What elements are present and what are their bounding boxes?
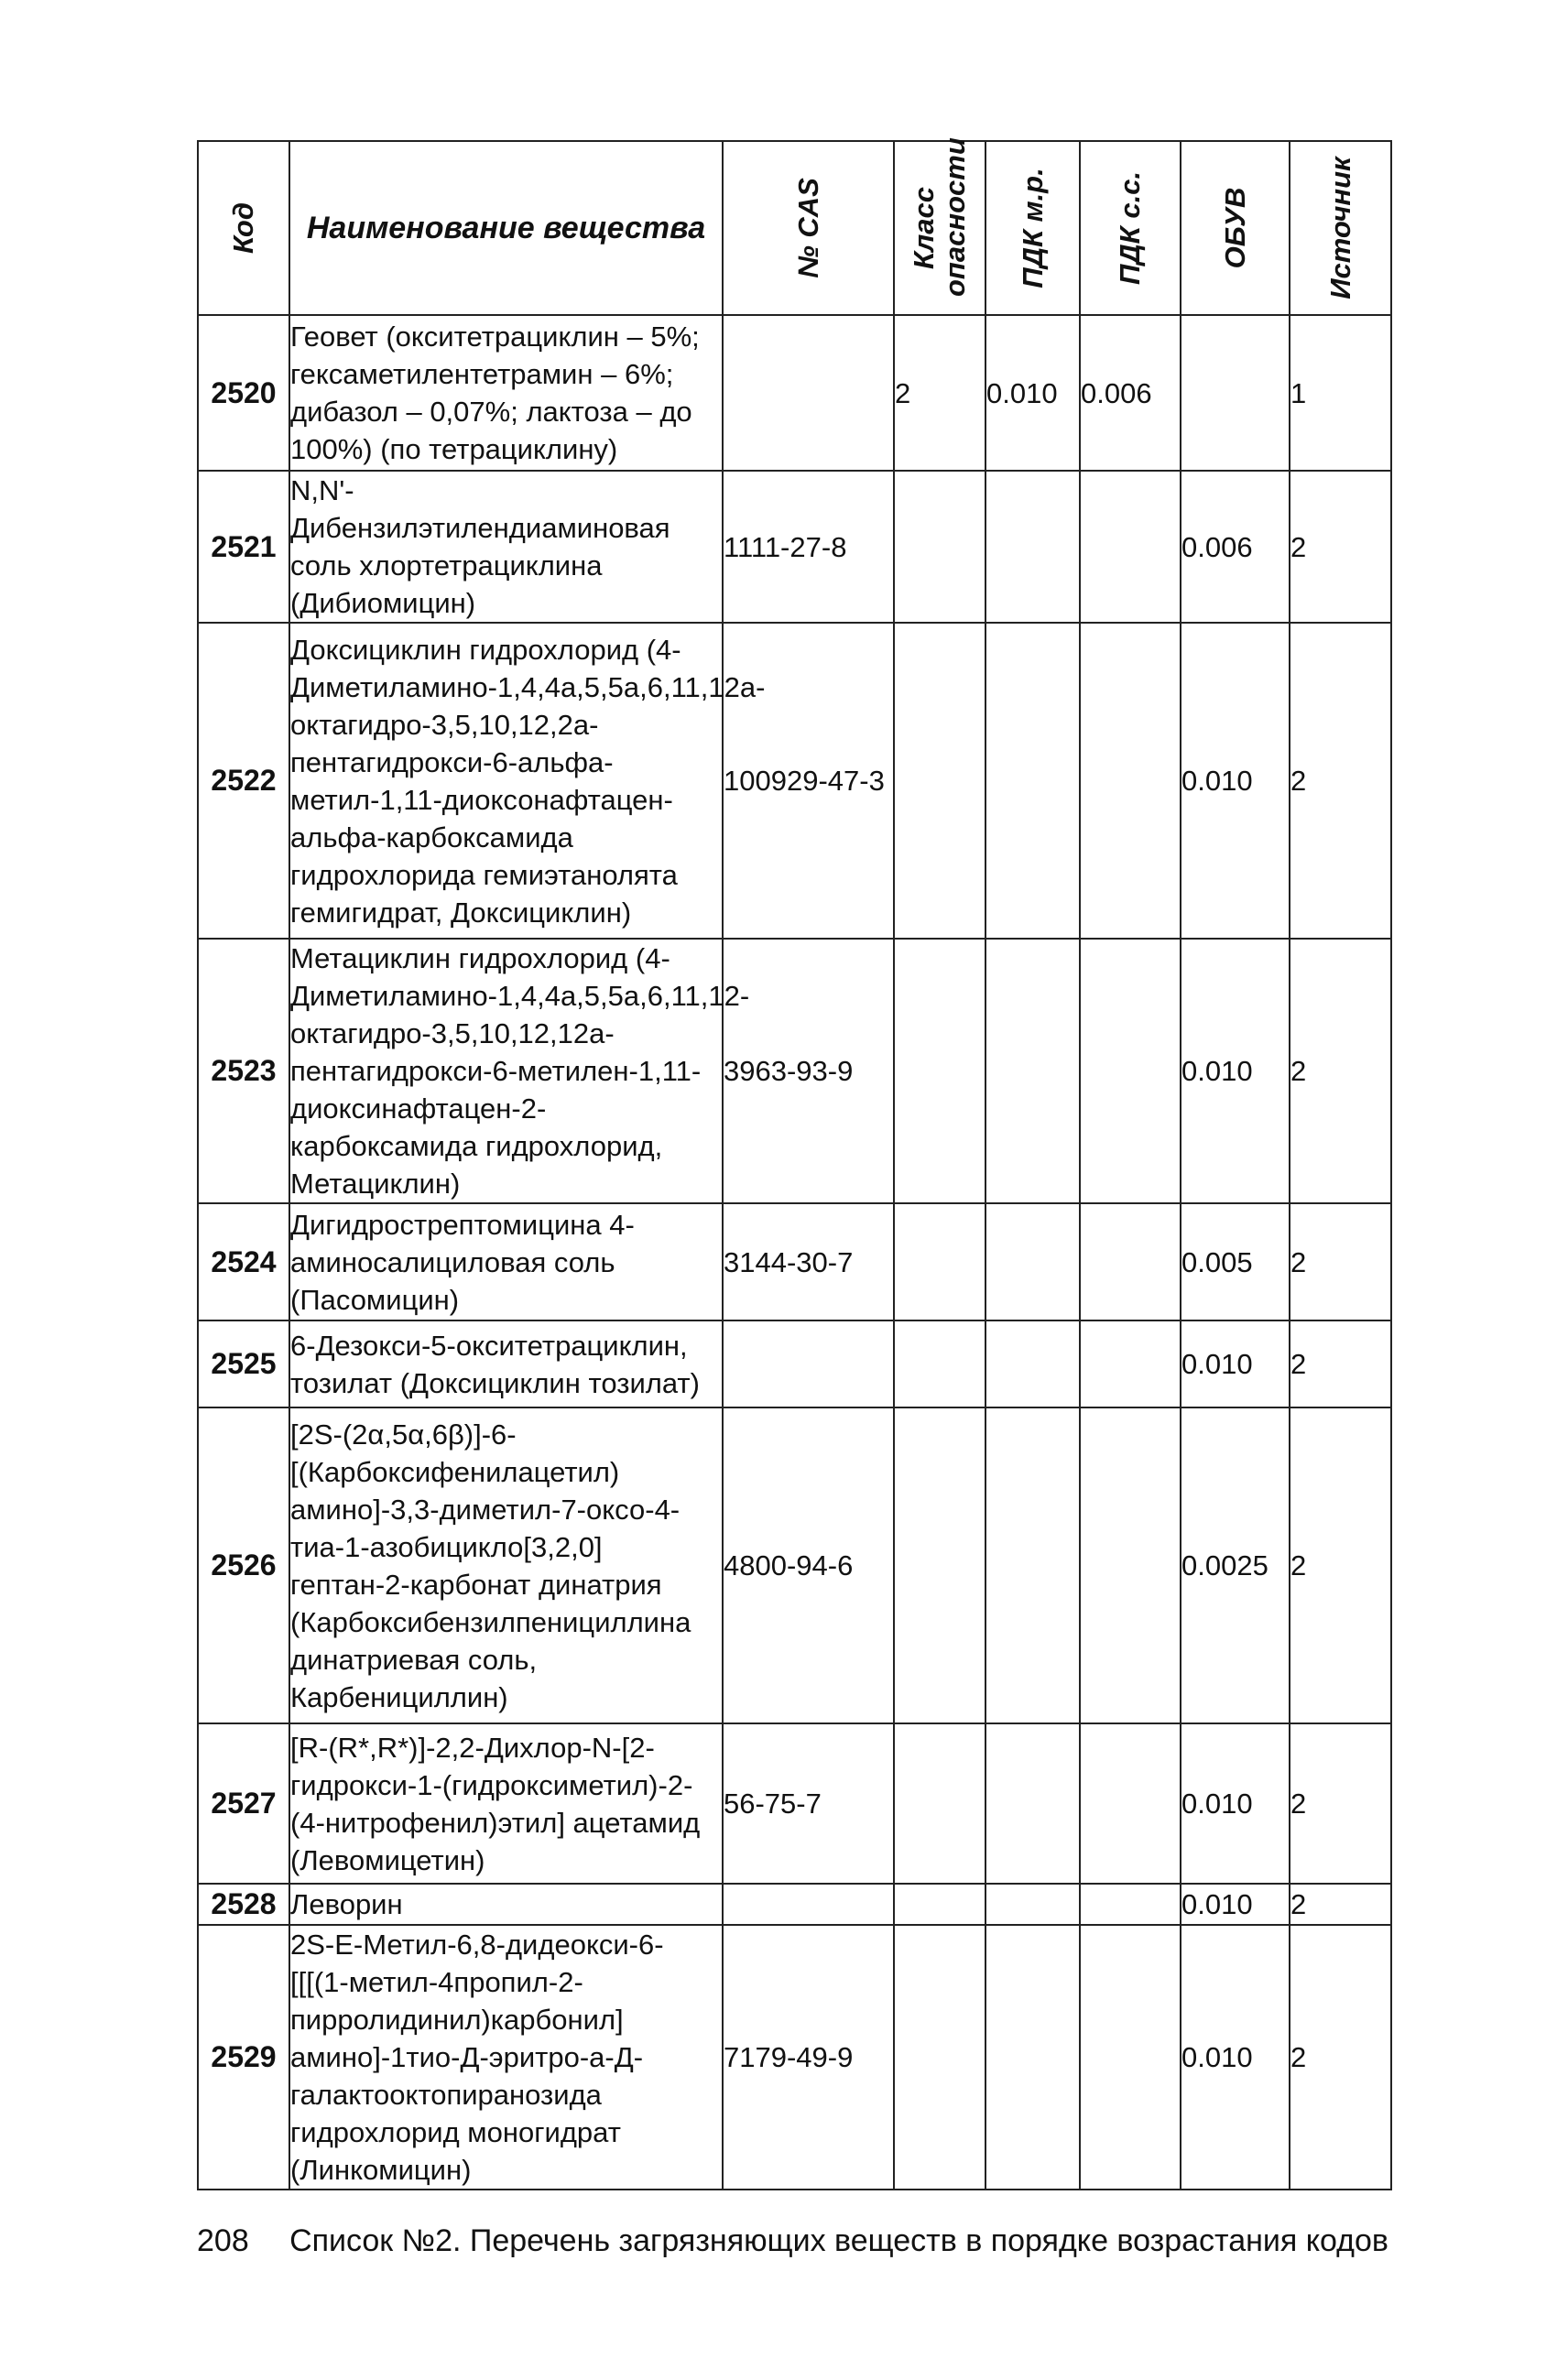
row-pdk-mr [985, 1925, 1080, 2190]
row-obuv: 0.010 [1181, 1723, 1290, 1884]
row-name: Дигидрострептомицина 4-аминосалициловая соль (Пасомицин) [289, 1203, 723, 1320]
row-pdk-ss [1080, 1320, 1181, 1407]
row-source: 2 [1290, 1723, 1391, 1884]
row-hazard-class [894, 1723, 985, 1884]
row-code: 2520 [198, 315, 289, 471]
table-row [198, 1723, 1391, 1884]
page-number: 208 [197, 2223, 249, 2258]
row-pdk-mr [985, 1203, 1080, 1320]
table-row [198, 1203, 1391, 1320]
table-row [198, 1407, 1391, 1723]
row-cas: 100929-47-3 [723, 623, 894, 939]
row-code: 2521 [198, 471, 289, 623]
row-hazard-class [894, 1884, 985, 1925]
table-row [198, 471, 1391, 623]
row-hazard-class [894, 939, 985, 1203]
row-hazard-class [894, 1320, 985, 1407]
row-source: 2 [1290, 939, 1391, 1203]
row-pdk-mr [985, 1407, 1080, 1723]
row-cas: 7179-49-9 [723, 1925, 894, 2190]
row-obuv: 0.010 [1181, 1884, 1290, 1925]
table-row [198, 623, 1391, 939]
row-cas [723, 1884, 894, 1925]
header-hazard-class: Класс опасности [894, 141, 985, 315]
table-row [198, 939, 1391, 1203]
header-pdk-mr: ПДК м.р. [985, 141, 1080, 315]
row-code: 2525 [198, 1320, 289, 1407]
row-pdk-mr: 0.010 [985, 315, 1080, 471]
row-name: [R-(R*,R*)]-2,2-Дихлор-N-[2-гидрокси-1-(гидроксиметил)-2-(4-нитрофенил)этил] ацетамид (Левомицетин) [289, 1723, 723, 1884]
row-hazard-class [894, 623, 985, 939]
row-cas: 3144-30-7 [723, 1203, 894, 1320]
row-code: 2522 [198, 623, 289, 939]
row-source: 2 [1290, 1203, 1391, 1320]
running-footer-title: Список №2. Перечень загрязняющих веществ в порядке возрастания кодов [289, 2223, 1388, 2258]
row-obuv: 0.010 [1181, 939, 1290, 1203]
row-hazard-class: 2 [894, 315, 985, 471]
row-name: 2S-E-Метил-6,8-дидеокси-6-[[[(1-метил-4пропил-2-пирролидинил)карбонил] амино]-1тио-Д-эритро-а-Д-галактооктопиранозида гидрохлорид моногидрат (Линкомицин) [289, 1925, 723, 2190]
row-pdk-mr [985, 1884, 1080, 1925]
row-source: 2 [1290, 623, 1391, 939]
row-code: 2529 [198, 1925, 289, 2190]
header-cas: № CAS [723, 141, 894, 315]
table-row [198, 1320, 1391, 1407]
row-code: 2524 [198, 1203, 289, 1320]
row-pdk-ss [1080, 1407, 1181, 1723]
header-obuv: ОБУВ [1181, 141, 1290, 315]
row-name: Доксициклин гидрохлорид (4-Диметиламино-1,4,4а,5,5а,6,11,12а-октагидро-3,5,10,12,2а-пентагидрокси-6-альфа-метил-1,11-диоксонафтацен-альфа-карбоксамида гидрохлорида гемиэтанолята гемигидрат, Доксициклин) [289, 623, 723, 939]
row-source: 2 [1290, 1320, 1391, 1407]
row-source: 1 [1290, 315, 1391, 471]
header-name: Наименование вещества [289, 141, 723, 315]
row-pdk-mr [985, 1723, 1080, 1884]
row-pdk-ss [1080, 623, 1181, 939]
row-source: 2 [1290, 1925, 1391, 2190]
row-code: 2523 [198, 939, 289, 1203]
table-row [198, 315, 1391, 471]
table-row [198, 1925, 1391, 2190]
row-code: 2527 [198, 1723, 289, 1884]
header-source: Источник [1290, 141, 1391, 315]
row-pdk-mr [985, 1320, 1080, 1407]
header-row [198, 141, 1391, 315]
row-obuv: 0.006 [1181, 471, 1290, 623]
row-pdk-mr [985, 939, 1080, 1203]
row-name: [2S-(2α,5α,6β)]-6-[(Карбоксифенилацетил) амино]-3,3-диметил-7-оксо-4-тиа-1-азобицикло[3,2,0] гептан-2-карбонат динатрия (Карбоксибензилпенициллина динатриевая соль, Карбенициллин) [289, 1407, 723, 1723]
row-source: 2 [1290, 1407, 1391, 1723]
row-source: 2 [1290, 471, 1391, 623]
row-pdk-mr [985, 471, 1080, 623]
row-source: 2 [1290, 1884, 1391, 1925]
row-code: 2528 [198, 1884, 289, 1925]
row-cas: 1111-27-8 [723, 471, 894, 623]
row-pdk-ss [1080, 1925, 1181, 2190]
row-cas: 3963-93-9 [723, 939, 894, 1203]
row-hazard-class [894, 1407, 985, 1723]
row-name: Леворин [289, 1884, 723, 1925]
row-pdk-ss [1080, 1723, 1181, 1884]
row-name: 6-Дезокси-5-окситетрациклин, тозилат (Доксициклин тозилат) [289, 1320, 723, 1407]
row-obuv: 0.010 [1181, 623, 1290, 939]
row-hazard-class [894, 1925, 985, 2190]
row-name: N,N'-Дибензилэтилендиаминовая соль хлортетрациклина (Дибиомицин) [289, 471, 723, 623]
header-code: Код [198, 141, 289, 315]
row-pdk-ss [1080, 1884, 1181, 1925]
row-cas: 56-75-7 [723, 1723, 894, 1884]
row-name: Геовет (окситетрациклин – 5%; гексаметилентетрамин – 6%; дибазол – 0,07%; лактоза – до 100%) (по тетрациклину) [289, 315, 723, 471]
substances-table [197, 137, 1392, 2190]
row-code: 2526 [198, 1407, 289, 1723]
row-pdk-ss: 0.006 [1080, 315, 1181, 471]
row-obuv: 0.010 [1181, 1925, 1290, 2190]
row-cas: 4800-94-6 [723, 1407, 894, 1723]
row-obuv [1181, 315, 1290, 471]
table-row [198, 1884, 1391, 1925]
row-obuv: 0.010 [1181, 1320, 1290, 1407]
row-pdk-mr [985, 623, 1080, 939]
row-name: Метациклин гидрохлорид (4-Диметиламино-1,4,4а,5,5а,6,11,12-октагидро-3,5,10,12,12а-пентагидрокси-6-метилен-1,11-диоксинафтацен-2-карбоксамида гидрохлорид, Метациклин) [289, 939, 723, 1203]
row-pdk-ss [1080, 939, 1181, 1203]
row-cas [723, 1320, 894, 1407]
row-cas [723, 315, 894, 471]
row-pdk-ss [1080, 471, 1181, 623]
header-pdk-ss: ПДК с.с. [1080, 141, 1181, 315]
row-pdk-ss [1080, 1203, 1181, 1320]
row-obuv: 0.005 [1181, 1203, 1290, 1320]
row-hazard-class [894, 1203, 985, 1320]
row-obuv: 0.0025 [1181, 1407, 1290, 1723]
row-hazard-class [894, 471, 985, 623]
